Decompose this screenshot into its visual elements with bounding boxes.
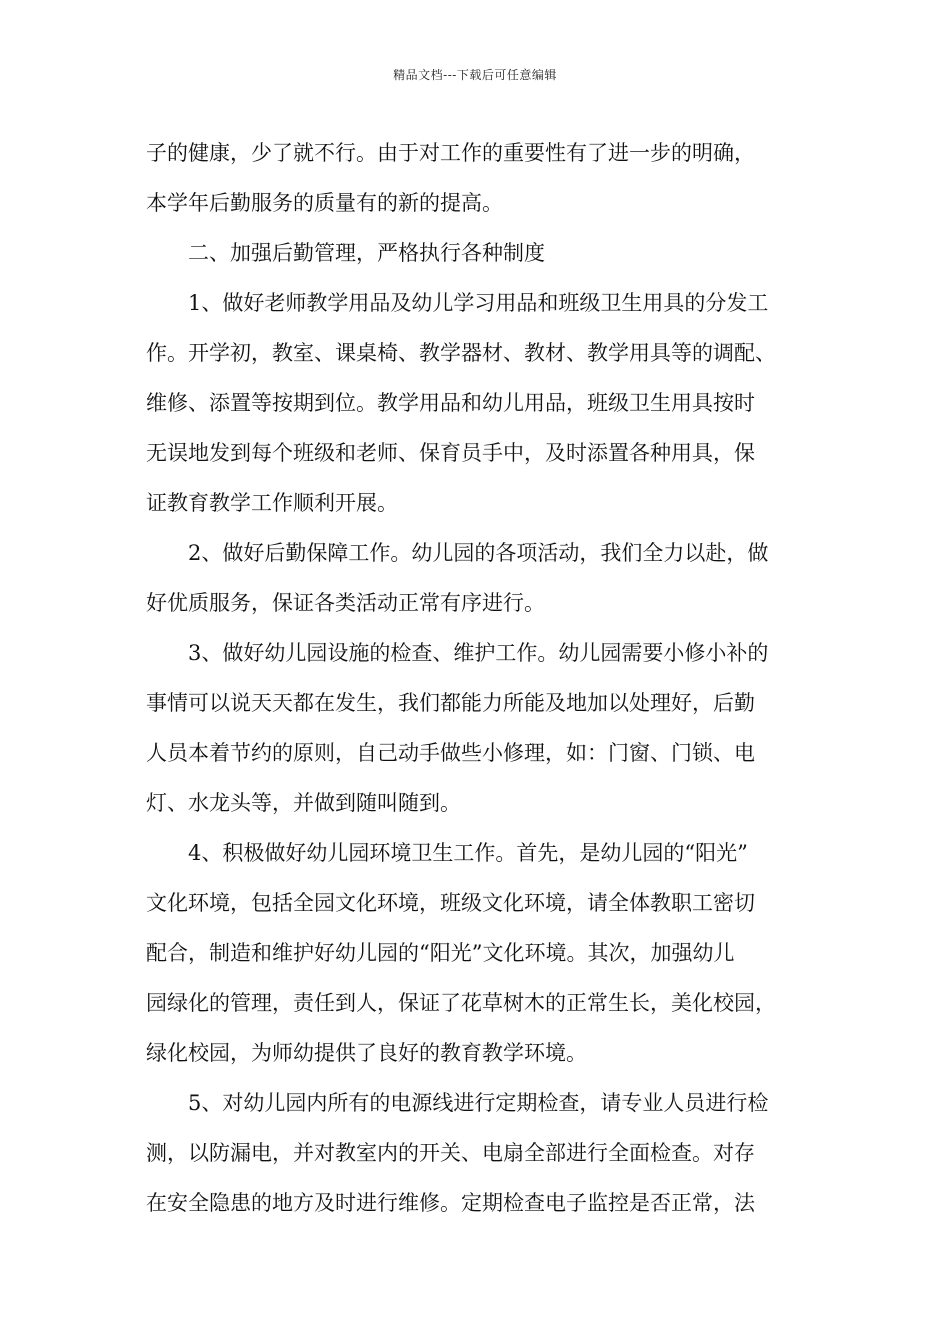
text-line-5: 作。开学初，教室、课桌椅、教学器材、教材、教学用具等的调配、 (146, 341, 776, 365)
text-line-10: 好优质服务，保证各类活动正常有序进行。 (146, 591, 545, 615)
text-line-15: 4、积极做好幼儿园环境卫生工作。首先，是幼儿园的“阳光” (188, 841, 748, 865)
text-line-1: 子的健康，少了就不行。由于对工作的重要性有了进一步的明确， (146, 141, 755, 165)
text-line-2: 本学年后勤服务的质量有的新的提高。 (146, 191, 503, 215)
section-heading: 二、加强后勤管理，严格执行各种制度 (188, 241, 545, 265)
text-line-18: 园绿化的管理，责任到人，保证了花草树木的正常生长，美化校园， (146, 991, 776, 1015)
text-line-16: 文化环境，包括全园文化环境，班级文化环境，请全体教职工密切 (146, 891, 755, 915)
text-line-14: 灯、水龙头等，并做到随叫随到。 (146, 791, 461, 815)
text-line-8: 证教育教学工作顺利开展。 (146, 491, 398, 515)
text-line-19: 绿化校园，为师幼提供了良好的教育教学环境。 (146, 1041, 587, 1065)
text-line-7: 无误地发到每个班级和老师、保育员手中，及时添置各种用具，保 (146, 441, 755, 465)
text-line-13: 人员本着节约的原则，自己动手做些小修理，如：门窗、门锁、电 (146, 741, 755, 765)
text-line-20: 5、对幼儿园内所有的电源线进行定期检查，请专业人员进行检 (188, 1091, 769, 1115)
text-line-12: 事情可以说天天都在发生，我们都能力所能及地加以处理好，后勤 (146, 691, 755, 715)
text-line-6: 维修、添置等按期到位。教学用品和幼儿用品，班级卫生用具按时 (146, 391, 755, 415)
text-line-9: 2、做好后勤保障工作。幼儿园的各项活动，我们全力以赴，做 (188, 541, 769, 565)
text-line-11: 3、做好幼儿园设施的检查、维护工作。幼儿园需要小修小补的 (188, 641, 769, 665)
text-line-17: 配合，制造和维护好幼儿园的“阳光”文化环境。其次，加强幼儿 (146, 941, 735, 965)
document-body (146, 128, 810, 1228)
text-line-4: 1、做好老师教学用品及幼儿学习用品和班级卫生用具的分发工 (188, 291, 769, 315)
text-line-21: 测，以防漏电，并对教室内的开关、电扇全部进行全面检查。对存 (146, 1141, 755, 1165)
text-line-22: 在安全隐患的地方及时进行维修。定期检查电子监控是否正常，法 (146, 1191, 755, 1215)
page-header: 精品文档---下载后可任意编辑 (393, 68, 557, 82)
